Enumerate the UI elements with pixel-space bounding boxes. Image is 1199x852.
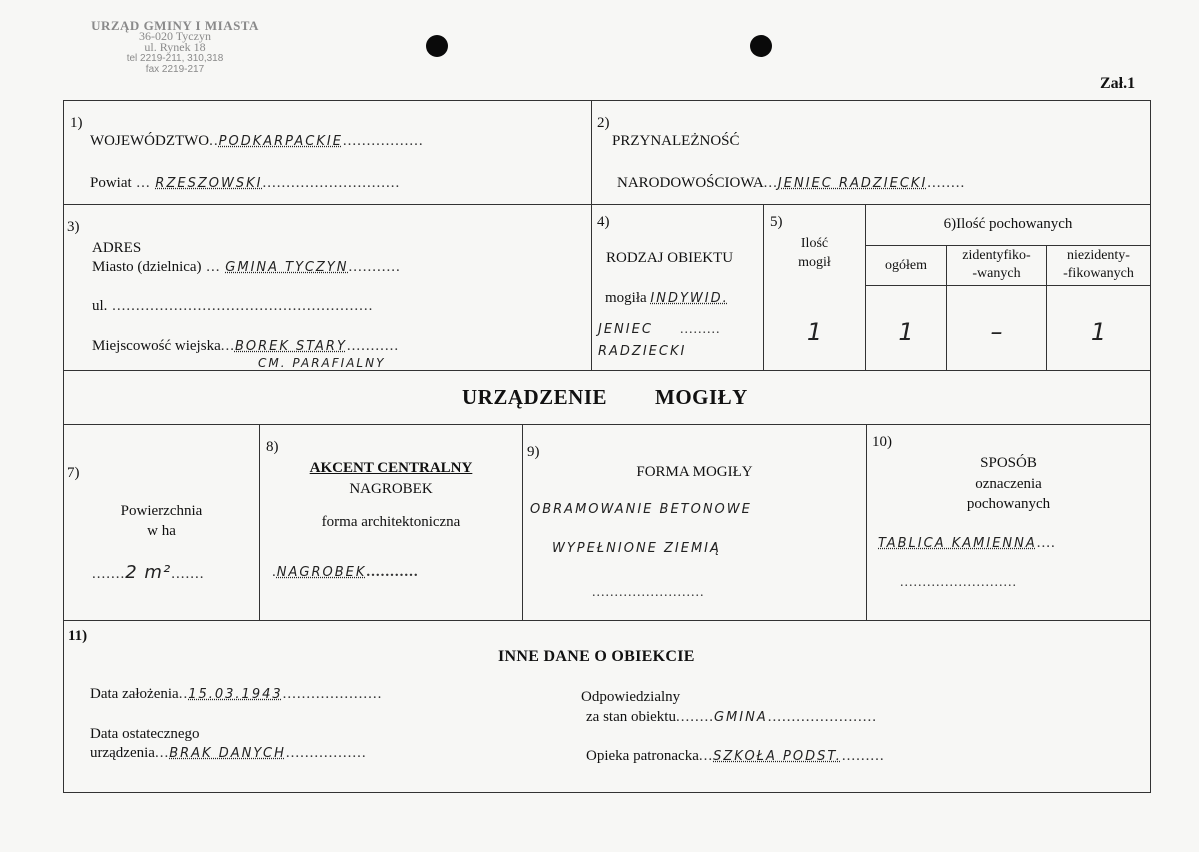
form-border-top xyxy=(63,100,1151,101)
col-ident-label-1: zidentyfiko- xyxy=(962,248,1031,263)
ogolem-value: 1 xyxy=(898,318,914,346)
section9-number: 9) xyxy=(527,444,540,460)
miasto-label: Miasto (dzielnica) xyxy=(92,259,202,275)
ident-value: – xyxy=(990,318,1003,346)
stamp-line-4: tel 2219-211, 310,318 xyxy=(126,53,224,64)
punch-hole-left xyxy=(426,35,448,57)
section3-number: 3) xyxy=(67,219,80,235)
miejscowosc-row: Miejscowość wiejska...BOREK STARY........... xyxy=(92,338,400,354)
ilosc-mogil-value: 1 xyxy=(806,318,823,346)
object-extra-line-1: JENIEC xyxy=(598,322,653,337)
opieka-label: Opieka patronacka xyxy=(586,748,699,764)
powiat-row: Powiat ... RZESZOWSKI............................. xyxy=(90,175,401,191)
powierzchnia-label-1: Powierzchnia xyxy=(120,503,203,519)
opieka-row: Opieka patronacka...SZKOŁA PODST.......... xyxy=(586,748,885,764)
section5-number: 5) xyxy=(770,214,783,230)
powiat-value: RZESZOWSKI xyxy=(155,176,263,191)
section8-number: 8) xyxy=(266,439,279,455)
data-ostatecznego-label-1: Data ostatecznego xyxy=(90,726,200,742)
forma-mogily-empty-line: ......................... xyxy=(592,585,705,600)
object-extra-line-2: RADZIECKI xyxy=(598,344,687,359)
forma-mogily-value-1: OBRAMOWANIE BETONOWE xyxy=(530,502,752,517)
section11-number: 11) xyxy=(68,628,88,644)
section4-number: 4) xyxy=(597,214,610,230)
ul-label: ul. xyxy=(92,298,108,314)
sposob-row: TABLICA KAMIENNA.... xyxy=(878,535,1056,551)
data-ostatecznego-label-2: urządzenia xyxy=(90,745,155,761)
data-zalozenia-row: Data założenia..15.03.1943..................... xyxy=(90,686,383,702)
stamp-line-1: URZĄD GMINY I MIASTA xyxy=(91,18,259,33)
object-extra-dots: ......... xyxy=(680,322,721,337)
col-nieident-label-2: -fikowanych xyxy=(1063,266,1134,281)
nationality-label-2: NARODOWOŚCIOWA xyxy=(617,175,764,191)
opieka-value: SZKOŁA PODST. xyxy=(713,749,842,764)
col-ident-label-2: -wanych xyxy=(972,266,1021,281)
wojewodztwo-label: WOJEWÓDZTWO xyxy=(90,133,210,149)
data-zalozenia-label: Data założenia xyxy=(90,686,179,702)
nationality-row: NARODOWOŚCIOWA...JENIEC RADZIECKI........ xyxy=(617,175,966,191)
nieident-value: 1 xyxy=(1090,318,1107,346)
odpowiedzialny-value: GMINA xyxy=(713,710,768,725)
mogila-row xyxy=(605,290,729,307)
ilosc-mogil-label-2: mogił xyxy=(798,255,831,270)
nagrobek-label: NAGROBEK xyxy=(349,481,433,497)
forma-architektoniczna-label: forma architektoniczna xyxy=(321,514,461,530)
inne-dane-title: INNE DANE O OBIEKCIE xyxy=(498,648,695,665)
divider-sub-header-2 xyxy=(865,285,1151,286)
wojewodztwo-value: PODKARPACKIE xyxy=(218,134,343,149)
odpowiedzialny-row: za stan obiektu........GMINA....................... xyxy=(586,709,877,725)
data-ostatecznego-row: urządzenia...BRAK DANYCH................. xyxy=(90,745,367,761)
miasto-row: Miasto (dzielnica) ... GMINA TYCZYN........... xyxy=(92,259,401,275)
attachment-label: Zał.1 xyxy=(1100,75,1136,92)
mogila-value: INDYWID. xyxy=(650,291,729,306)
form-border-bottom xyxy=(63,792,1151,793)
ilosc-pochowanych-header: 6)Ilość pochowanych xyxy=(943,216,1073,232)
nationality-label-1: PRZYNALEŻNOŚĆ xyxy=(612,133,740,149)
powierzchnia-value: 2 m² xyxy=(125,562,172,583)
sposob-value: TABLICA KAMIENNA xyxy=(878,536,1037,551)
odpowiedzialny-label-1: Odpowiedzialny xyxy=(581,689,681,705)
data-ostatecznego-value: BRAK DANYCH xyxy=(169,746,286,761)
sposob-label-1: SPOSÓB xyxy=(980,455,1037,471)
mogila-label: mogiła xyxy=(605,290,647,306)
nationality-value: JENIEC RADZIECKI xyxy=(777,176,928,191)
sposob-empty-line: .......................... xyxy=(900,575,1017,590)
divider-row-1 xyxy=(63,204,1151,205)
stamp-line-2: 36-020 Tyczyn xyxy=(139,29,211,43)
wojewodztwo-row: WOJEWÓDZTWO..PODKARPACKIE................. xyxy=(90,133,424,149)
powiat-label: Powiat xyxy=(90,175,132,191)
office-stamp xyxy=(80,20,270,75)
section7-number: 7) xyxy=(67,465,80,481)
divider-row-3 xyxy=(63,424,1151,425)
urzadzenie-title-1: URZĄDZENIE xyxy=(462,385,608,409)
miejscowosc-label: Miejscowość wiejska xyxy=(92,338,221,354)
divider-col-row2-a xyxy=(591,204,592,370)
nagrobek-value: NAGROBEK xyxy=(276,565,367,580)
odpowiedzialny-label-2: za stan obiektu xyxy=(586,709,676,725)
divider-col-row1 xyxy=(591,100,592,204)
rodzaj-obiektu-label: RODZAJ OBIEKTU xyxy=(606,250,734,266)
forma-mogily-value-2: WYPEŁNIONE ZIEMIĄ xyxy=(552,541,721,556)
section2-number: 2) xyxy=(597,115,610,131)
divider-row-4 xyxy=(63,620,1151,621)
urzadzenie-title-2: MOGIŁY xyxy=(655,385,748,409)
divider-col-row4-c xyxy=(866,424,867,620)
nagrobek-row: .NAGROBEK........... xyxy=(272,564,419,580)
col-nieident-label-1: niezidenty- xyxy=(1067,248,1130,263)
sposob-label-3: pochowanych xyxy=(966,496,1051,512)
divider-row-2 xyxy=(63,370,1151,371)
punch-hole-right xyxy=(750,35,772,57)
divider-col-row4-b xyxy=(522,424,523,620)
data-zalozenia-value: 15.03.1943 xyxy=(188,687,283,702)
miejscowosc-value-2: CM. PARAFIALNY xyxy=(258,356,386,370)
address-label: ADRES xyxy=(92,240,142,256)
miejscowosc-value: BOREK STARY xyxy=(234,339,347,354)
section10-number: 10) xyxy=(872,434,892,450)
section1-number: 1) xyxy=(70,115,83,131)
akcent-centralny-label: AKCENT CENTRALNY xyxy=(309,460,473,476)
stamp-line-5: fax 2219-217 xyxy=(145,64,205,75)
stamp-line-3: ul. Rynek 18 xyxy=(144,40,206,54)
ilosc-mogil-label-1: Ilość xyxy=(800,236,829,251)
miasto-value: GMINA TYCZYN xyxy=(225,260,349,275)
sposob-label-2: oznaczenia xyxy=(975,476,1042,492)
col-ogolem-label: ogółem xyxy=(885,258,927,273)
ul-row: ul. ....................................................... xyxy=(92,298,374,314)
divider-sub-header xyxy=(865,245,1151,246)
forma-mogily-label: FORMA MOGIŁY xyxy=(636,464,753,480)
powierzchnia-row: .......2 m²....... xyxy=(92,562,205,583)
powierzchnia-label-2: w ha xyxy=(147,523,176,539)
